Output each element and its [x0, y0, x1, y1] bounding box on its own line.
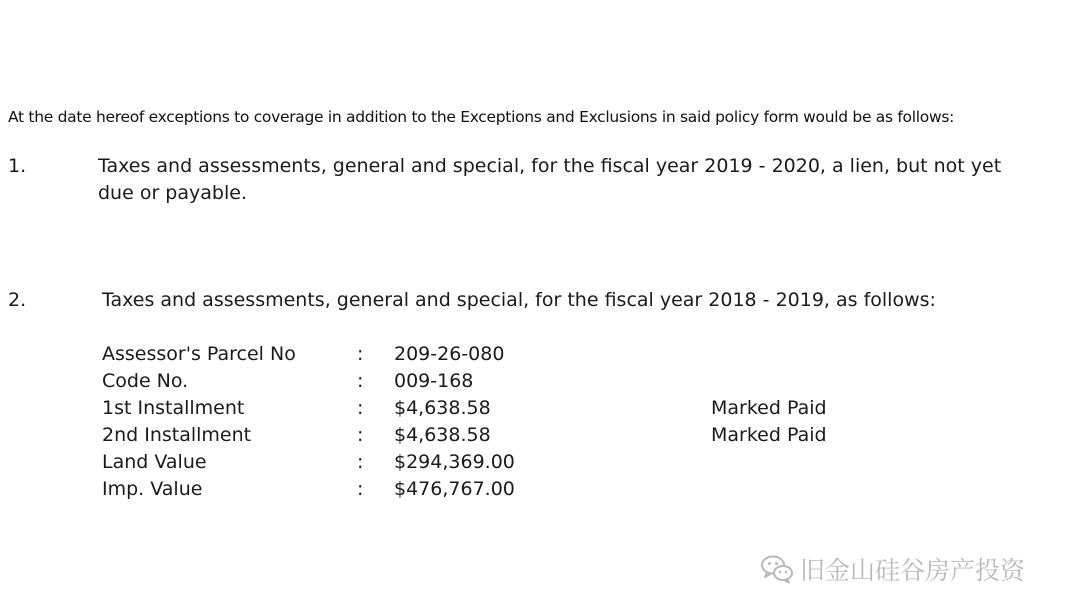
detail-label: Imp. Value — [102, 478, 203, 500]
detail-value: 009-168 — [394, 370, 474, 392]
detail-status: Marked Paid — [711, 424, 827, 446]
item-number-1: 1. — [8, 155, 27, 177]
watermark — [760, 551, 1025, 587]
detail-colon: : — [357, 343, 364, 365]
detail-value: $4,638.58 — [394, 397, 491, 419]
detail-colon: : — [357, 370, 364, 392]
detail-colon: : — [357, 424, 364, 446]
detail-label: 2nd Installment — [102, 424, 252, 446]
detail-value: $294,369.00 — [394, 451, 515, 473]
detail-colon: : — [357, 478, 364, 500]
detail-label: 1st Installment — [102, 397, 245, 419]
detail-value: 209-26-080 — [394, 343, 505, 365]
detail-label: Assessor's Parcel No — [102, 343, 296, 365]
watermark-text: 旧金山硅谷房产投资 — [800, 556, 1026, 585]
item-text-1: Taxes and assessments, general and special, for the fiscal year 2019 - 2020, a lien, but not yet due or payable. — [98, 155, 1002, 204]
intro-text: At the date hereof exceptions to coverage in addition to the Exceptions and Exclusions in said policy form would be as follows: — [8, 108, 955, 126]
detail-label: Land Value — [102, 451, 207, 473]
detail-colon: : — [357, 451, 364, 473]
detail-value: $4,638.58 — [394, 424, 491, 446]
detail-status: Marked Paid — [711, 397, 827, 419]
detail-colon: : — [357, 397, 364, 419]
detail-label: Code No. — [102, 370, 189, 392]
detail-value: $476,767.00 — [394, 478, 515, 500]
item-number-2: 2. — [8, 289, 27, 311]
item-text-2: Taxes and assessments, general and special, for the fiscal year 2018 - 2019, as follows: — [102, 289, 936, 311]
wechat-icon — [760, 554, 794, 584]
